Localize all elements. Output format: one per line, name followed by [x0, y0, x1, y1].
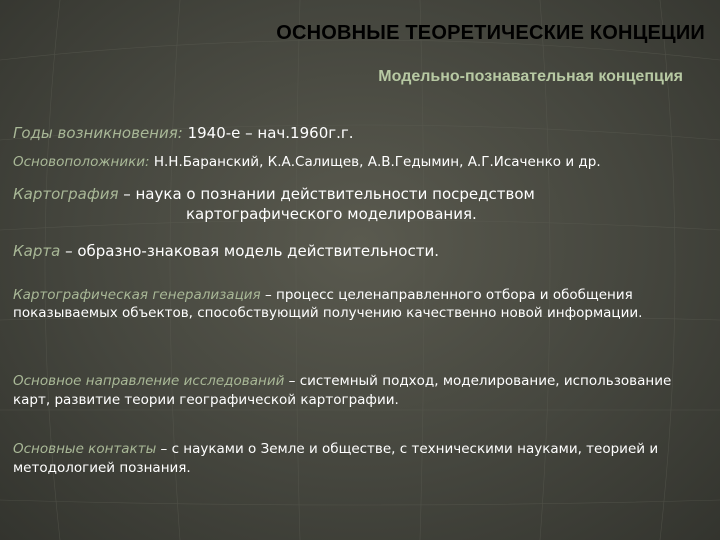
direction-text: – системный подход, моделирование, использование карт, развитие теории географической картографии. — [13, 373, 672, 409]
cartography-label: Картография — [13, 185, 119, 203]
years-text: 1940-е – нач.1960г.г. — [182, 124, 354, 142]
map-paragraph — [13, 242, 703, 262]
cartography-paragraph — [13, 185, 703, 224]
generalization-label: Картографическая генерализация — [13, 287, 261, 303]
generalization-paragraph — [13, 286, 703, 323]
direction-paragraph — [13, 372, 703, 410]
map-label: Карта — [13, 242, 61, 260]
slide-title: ОСНОВНЫЕ ТЕОРЕТИЧЕСКИЕ КОНЦЕЦИИ — [276, 22, 705, 44]
cartography-text: – наука о познании действительности посредством — [118, 185, 535, 203]
contacts-label: Основные контакты — [13, 441, 157, 457]
direction-label: Основное направление исследований — [13, 373, 285, 389]
founders-text: Н.Н.Баранский, К.А.Салищев, А.В.Гедымин, А.Г.Исаченко и др. — [149, 154, 601, 170]
map-text: – образно-знаковая модель действительности. — [60, 242, 439, 260]
years-label: Годы возникновения: — [13, 124, 183, 142]
founders-paragraph — [13, 154, 703, 172]
founders-label: Основоположники: — [13, 154, 150, 170]
slide-subtitle: Модельно-познавательная концепция — [378, 68, 683, 85]
generalization-text: – процесс целенаправленного отбора и обобщения показываемых объектов, способствующий получению качественно новой информации. — [13, 287, 643, 322]
years-paragraph — [13, 124, 703, 144]
contacts-paragraph — [13, 440, 703, 478]
contacts-text: – с науками о Земле и обществе, с техническими науками, теорией и методологией познания. — [13, 441, 659, 477]
cartography-continuation: картографического моделирования. — [186, 204, 477, 223]
